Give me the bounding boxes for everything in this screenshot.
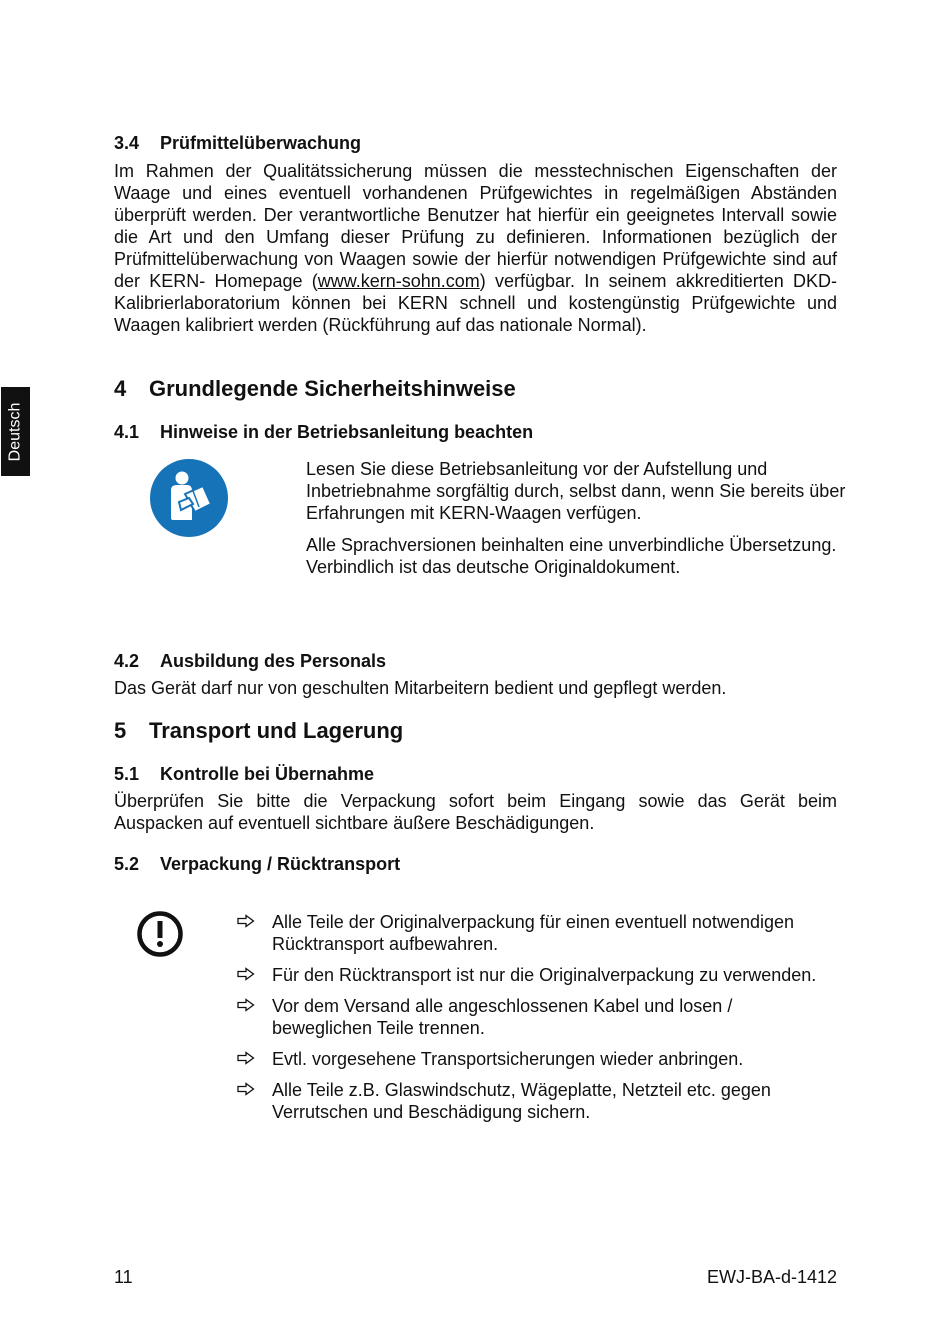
paragraph-text: Im Rahmen der Qualitätssicherung müssen die messtechnischen Eigenschaften der Waage und eines eventuell vorhandenen Prüfgewichtes in regelmäßigen Abständen überprüft werden. Der verantwortliche Benutzer hat hierfür ein geeignetes Intervall sowie die Art und den Umfang dieser Prüfung zu definieren. Informationen bezüglich der Prüfmittelüberwachung von Waagen sowie der hierfür notwendigen Prüfgewichte sind auf der KERN- Homepage ( bbox=[114, 161, 837, 291]
list-item-text: Evtl. vorgesehene Transportsicherungen wieder anbringen. bbox=[272, 1049, 744, 1069]
section-title: Kontrolle bei Übernahme bbox=[160, 764, 375, 784]
section-3-4-heading bbox=[114, 133, 361, 154]
section-title: Verpackung / Rücktransport bbox=[160, 854, 401, 874]
arrow-right-icon bbox=[237, 967, 255, 981]
page-number: 11 bbox=[114, 1267, 133, 1287]
section-4-1-paragraph-1: Lesen Sie diese Betriebsanleitung vor der Aufstellung und Inbetriebnahme sorgfältig durch, selbst dann, wenn Sie bereits über Erfahrungen mit KERN-Waagen verfügen. bbox=[306, 459, 846, 523]
section-5-1-heading bbox=[114, 764, 374, 785]
section-5-2-heading bbox=[114, 854, 400, 875]
paragraph-line: Alle Sprachversionen beinhalten eine unverbindliche Übersetzung. bbox=[306, 535, 837, 555]
document-id: EWJ-BA-d-1412 bbox=[706, 1267, 837, 1287]
language-tab bbox=[1, 387, 30, 476]
chapter-number: 5 bbox=[114, 718, 127, 743]
section-4-1-paragraph-2 bbox=[306, 534, 846, 578]
language-tab-label: Deutsch bbox=[6, 402, 24, 461]
packaging-instructions-list bbox=[237, 911, 837, 1132]
list-item-text: Für den Rücktransport ist nur die Originalverpackung zu verwenden. bbox=[272, 965, 817, 985]
section-number: 4.1 bbox=[114, 422, 140, 442]
paragraph-text: ) verfügbar. In seinem akkreditierten DKD- Kalibrierlaboratorium können bei KERN schnell und kostengünstig Prüfgewichte und Waagen kalibriert werden (Rückführung auf das nationale Normal). bbox=[114, 271, 837, 335]
arrow-right-icon bbox=[237, 914, 255, 928]
section-title: Ausbildung des Personals bbox=[160, 651, 387, 671]
chapter-title: Grundlegende Sicherheitshinweise bbox=[149, 376, 516, 401]
chapter-number: 4 bbox=[114, 376, 127, 401]
chapter-4-heading bbox=[114, 376, 516, 402]
section-4-2-heading bbox=[114, 651, 386, 672]
section-4-2-paragraph: Das Gerät darf nur von geschulten Mitarbeitern bedient und gepflegt werden. bbox=[114, 678, 727, 698]
list-item bbox=[237, 995, 837, 1039]
arrow-right-icon bbox=[237, 1082, 255, 1096]
chapter-title: Transport und Lagerung bbox=[149, 718, 404, 743]
section-5-1-paragraph: Überprüfen Sie bitte die Verpackung sofort beim Eingang sowie das Gerät beim Auspacken auf eventuell sichtbare äußere Beschädigungen. bbox=[114, 791, 837, 833]
kern-website-link[interactable]: www.kern-sohn.com bbox=[317, 271, 480, 291]
section-3-4-paragraph bbox=[114, 160, 837, 336]
list-item-text: Alle Teile der Originalverpackung für einen eventuell notwendigen Rücktransport aufbewahren. bbox=[272, 912, 794, 954]
list-item bbox=[237, 1079, 837, 1123]
list-item bbox=[237, 911, 837, 955]
arrow-right-icon bbox=[237, 998, 255, 1012]
chapter-5-heading bbox=[114, 718, 403, 744]
section-title: Prüfmittelüberwachung bbox=[160, 133, 362, 153]
list-item bbox=[237, 1048, 837, 1070]
warning-exclamation-icon bbox=[136, 910, 184, 958]
section-number: 3.4 bbox=[114, 133, 140, 153]
list-item-text: Vor dem Versand alle angeschlossenen Kabel und losen / beweglichen Teile trennen. bbox=[272, 996, 733, 1038]
list-item bbox=[237, 964, 837, 986]
paragraph-line: Verbindlich ist das deutsche Originaldokument. bbox=[306, 557, 681, 577]
section-number: 4.2 bbox=[114, 651, 140, 671]
section-number: 5.2 bbox=[114, 854, 140, 874]
arrow-right-icon bbox=[237, 1051, 255, 1065]
read-manual-icon bbox=[149, 458, 229, 538]
section-number: 5.1 bbox=[114, 764, 140, 784]
section-title: Hinweise in der Betriebsanleitung beachten bbox=[160, 422, 534, 442]
list-item-text: Alle Teile z.B. Glaswindschutz, Wägeplatte, Netzteil etc. gegen Verrutschen und Beschädigung sichern. bbox=[272, 1080, 771, 1122]
section-4-1-heading bbox=[114, 422, 533, 443]
